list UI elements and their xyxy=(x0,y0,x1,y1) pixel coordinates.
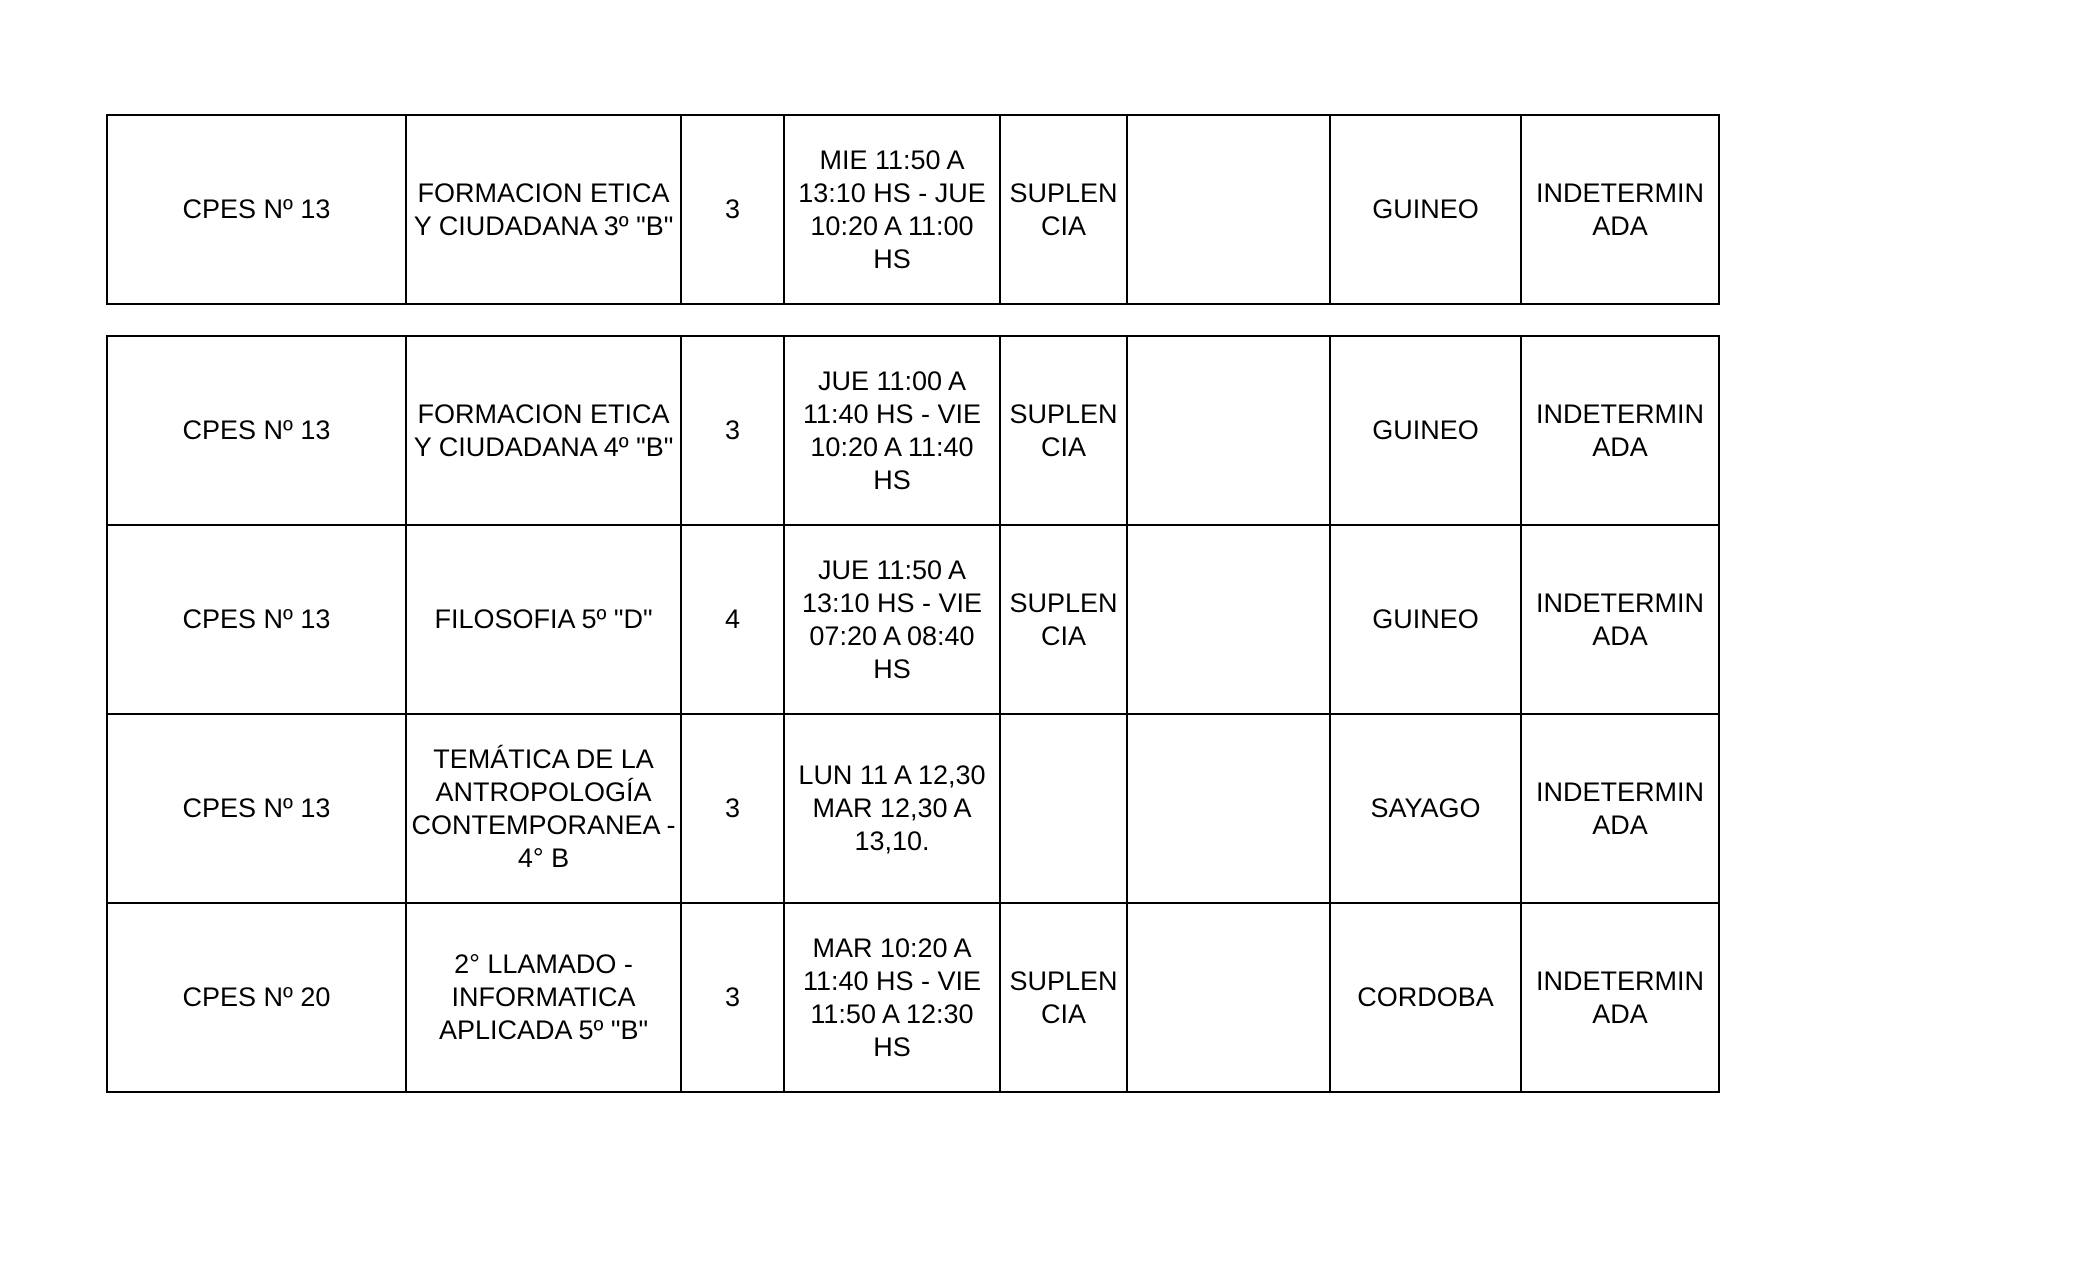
vacancy-table-top xyxy=(106,114,1720,305)
school-cell: CPES Nº 13 xyxy=(107,525,406,714)
subject-cell: TEMÁTICA DE LA ANTROPOLOGÍA CONTEMPORANEA - 4° B xyxy=(406,714,681,903)
type-cell: SUPLEN CIA xyxy=(1000,525,1127,714)
empty-cell xyxy=(1127,336,1330,525)
hours-cell: 3 xyxy=(681,714,784,903)
table-row xyxy=(107,714,1719,903)
table-row xyxy=(107,903,1719,1092)
table-row xyxy=(107,525,1719,714)
type-cell xyxy=(1000,714,1127,903)
table-row xyxy=(107,115,1719,304)
name-cell: SAYAGO xyxy=(1330,714,1521,903)
empty-cell xyxy=(1127,115,1330,304)
schedule-cell: JUE 11:00 A 11:40 HS - VIE 10:20 A 11:40 HS xyxy=(784,336,1000,525)
schedule-cell: LUN 11 A 12,30 MAR 12,30 A 13,10. xyxy=(784,714,1000,903)
type-cell: SUPLEN CIA xyxy=(1000,336,1127,525)
empty-cell xyxy=(1127,903,1330,1092)
subject-cell: FORMACION ETICA Y CIUDADANA 4º "B" xyxy=(406,336,681,525)
school-cell: CPES Nº 13 xyxy=(107,714,406,903)
hours-cell: 3 xyxy=(681,115,784,304)
schedule-cell: MIE 11:50 A 13:10 HS - JUE 10:20 A 11:00 HS xyxy=(784,115,1000,304)
type-cell: SUPLEN CIA xyxy=(1000,115,1127,304)
name-cell: GUINEO xyxy=(1330,336,1521,525)
schedule-cell: MAR 10:20 A 11:40 HS - VIE 11:50 A 12:30 HS xyxy=(784,903,1000,1092)
type-cell: SUPLEN CIA xyxy=(1000,903,1127,1092)
empty-cell xyxy=(1127,714,1330,903)
hours-cell: 3 xyxy=(681,336,784,525)
vacancy-table-main xyxy=(106,335,1720,1093)
hours-cell: 3 xyxy=(681,903,784,1092)
school-cell: CPES Nº 20 xyxy=(107,903,406,1092)
subject-cell: FORMACION ETICA Y CIUDADANA 3º "B" xyxy=(406,115,681,304)
subject-cell: FILOSOFIA 5º "D" xyxy=(406,525,681,714)
duration-cell: INDETERMIN ADA xyxy=(1521,714,1719,903)
subject-cell: 2° LLAMADO - INFORMATICA APLICADA 5º "B" xyxy=(406,903,681,1092)
duration-cell: INDETERMIN ADA xyxy=(1521,903,1719,1092)
empty-cell xyxy=(1127,525,1330,714)
schedule-cell: JUE 11:50 A 13:10 HS - VIE 07:20 A 08:40 HS xyxy=(784,525,1000,714)
duration-cell: INDETERMIN ADA xyxy=(1521,525,1719,714)
school-cell: CPES Nº 13 xyxy=(107,336,406,525)
duration-cell: INDETERMIN ADA xyxy=(1521,115,1719,304)
name-cell: GUINEO xyxy=(1330,115,1521,304)
name-cell: CORDOBA xyxy=(1330,903,1521,1092)
duration-cell: INDETERMIN ADA xyxy=(1521,336,1719,525)
name-cell: GUINEO xyxy=(1330,525,1521,714)
hours-cell: 4 xyxy=(681,525,784,714)
school-cell: CPES Nº 13 xyxy=(107,115,406,304)
table-row xyxy=(107,336,1719,525)
